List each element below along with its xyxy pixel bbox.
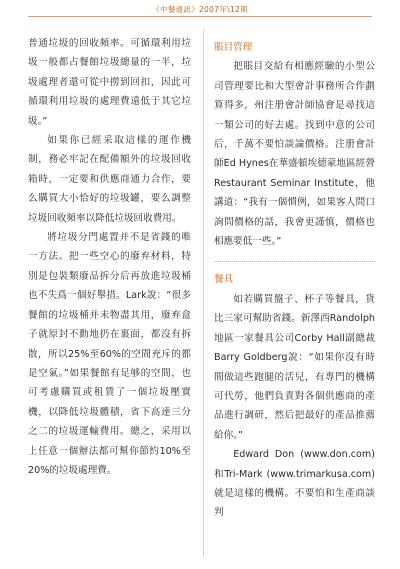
section-tableware <box>214 270 375 522</box>
page-header <box>0 0 400 22</box>
paragraph: 普通垃圾的回收頻率。可循環利用垃圾一般都占餐館垃圾總量的一半，垃圾處理者還可從中撈到回扣，因此可循環利用垃圾的處理費遠低于其它垃圾。” <box>28 38 191 127</box>
section-title: 賬目管理 <box>214 42 253 53</box>
left-column <box>28 34 191 480</box>
header-rule <box>28 16 372 17</box>
paragraph: 如若購買盤子、杯子等餐具，貨比三家可幫助省錢。新澤西Randolph地區一家餐具公司Corby Hall副總裁Barry Goldberg說：“如果你沒有時間做這些跑腿的活兒，有專門的機構可代勞，他們負責對各個供應商的產品進行調研，然后把最好的產品推薦給你。” <box>214 293 375 441</box>
section-title: 餐具 <box>214 274 234 286</box>
paragraph: 將垃圾分門處置并不是省錢的唯一方法。把一些空心的廢弃材料，特別是包裝類廢品拆分后再放進垃圾桶也不失爲一個好舉措。Lark說：“很多餐館的垃圾桶并未物盡其用，廢弃盒子就原封不動地扔在裏面，都沒有拆散，所以25%至60%的空間充斥的都是空氣。”如果餐館有足够的空間，也可考慮購買或租賃了一個垃圾壓實機，以降低垃圾體積，省下高達三分之二的垃圾運輸費用。總之，采用以上任意一個辦法都可幫你節約10%至20%的垃圾處理費。 <box>28 232 191 476</box>
magazine-title: 《中餐通訊》2007年\12期 <box>152 5 248 14</box>
section-accounts <box>214 38 375 251</box>
paragraph: 如果你已經采取這樣的運作機制，務必牢記在配備額外的垃圾回收箱時，一定要和供應商通力合作，要么購買大小恰好的垃圾罐，要么調整垃圾回收頻率以降低垃圾回收費用。 <box>28 135 191 224</box>
paragraph: 把賬目交給有相應經驗的小型公司管理要比和大型會計事務所合作劃算得多，州注册會計師協會是尋找這一類公司的好去處。找到中意的公司后，千萬不要怕談論價格。注册會計師Ed Hynes在華盛頓埃德蒙地區經營Restaurant Seminar Institute，他講道：“我有一個慣例，如果客人問口詢問價格的話，我會更謹慎，價格也相應要低一些。” <box>214 61 375 248</box>
right-column <box>214 38 375 523</box>
section-divider <box>214 261 375 262</box>
column-divider <box>203 30 204 555</box>
paragraph: Edward Don (www.don.com) 和Tri-Mark (www.trimarkusa.com)就是這樣的機構。不要怕和生產商談判 <box>214 449 375 519</box>
